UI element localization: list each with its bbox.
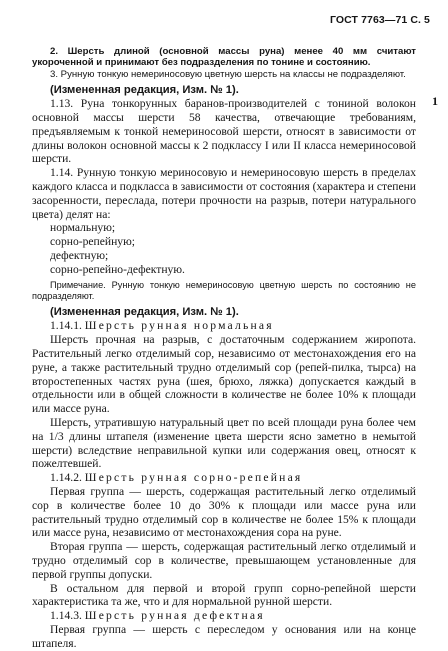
list-item: дефектную; xyxy=(50,248,109,262)
paragraph: Первая группа — шерсть с переследом у основания или на конце штапеля. xyxy=(32,622,416,650)
amendment-heading: (Измененная редакция, Изм. № 1). xyxy=(50,84,239,97)
page-header: ГОСТ 7763—71 С. 5 xyxy=(329,14,430,26)
paragraph-1-13: 1.13. Руна тонкорунных баранов-производителей с тониной волокон основной массы шерсти 58 качества, отвечающие требованиям, предъявляемым к тонкой немериносовой шерсти, относят в зависимости от длины волокон основной массы к 2 подклассу I или II класса немериносовой шерсти. xyxy=(32,97,416,166)
section-number: 1.14.3. xyxy=(50,609,82,623)
section-title: Шерсть рунная сорно-репейная xyxy=(84,471,303,485)
section-title: Шерсть рунная дефектная xyxy=(84,609,265,623)
paragraph-1-14: 1.14. Рунную тонкую мериносовую и немериносовую шерсть в пределах каждого класса и подкласса в зависимости от состояния (характера и степени засоренности, переслада, потери прочности на разрыв, потери натурального цвета) делят на: xyxy=(32,166,416,221)
note-paragraph: Примечание. Рунную тонкую немериносовую цветную шерсть по состоянию не подразделяют. xyxy=(32,279,416,301)
paragraph: Первая группа — шерсть, содержащая растительный легко отделимый сор в количестве более 10 до 30% к площади или массе руна или растительный трудно отделимый сор в количестве не более 15% к площади или массе руна, независимо от местонахождения сора на руне. xyxy=(32,484,416,540)
section-heading-1-14-1 xyxy=(32,319,416,333)
paragraph: В остальном для первой и второй групп сорно-репейной шерсти характеристика та же, что и для нормальной рунной шерсти. xyxy=(32,581,416,609)
amendment-heading: (Измененная редакция, Изм. № 1). xyxy=(50,306,239,319)
paragraph: Шерсть, утратившую натуральный цвет по всей площади руна более чем на 1/3 длины штапеля (изменение цвета шерсти ясно заметно в немытой шерсти) вследствие неправильной купки или содержания овец, относят к пожелтевшей. xyxy=(32,415,416,471)
list-item: сорно-репейную; xyxy=(50,235,135,249)
paragraph-note-2: 2. Шерсть длиной (основной массы руна) менее 40 мм считают укороченной и принимают без подразделения по тонине и состоянию. xyxy=(32,46,416,69)
list-item: нормальную; xyxy=(50,221,116,235)
margin-mark: 1 xyxy=(432,94,438,108)
section-number: 1.14.1. xyxy=(50,319,82,333)
section-heading-1-14-3 xyxy=(32,609,416,623)
paragraph: Вторая группа — шерсть, содержащая растительный легко отделимый и трудно отделимый сор в количестве, превышающем установленные для первой группы допуски. xyxy=(32,540,416,581)
list-item: сорно-репейно-дефектную. xyxy=(50,262,185,276)
section-title: Шерсть рунная нормальная xyxy=(84,319,274,333)
section-number: 1.14.2. xyxy=(50,471,82,485)
document-body xyxy=(32,46,416,651)
paragraph: Шерсть прочная на разрыв, с достаточным содержанием жиропота. Растительный легко отделимый сор, независимо от местонахождения его на руне, а также растительный трудно отделимый сор (репей-пилка, тырса) на второстепенных частях руна (шея, брюхо, ляжка) допускается каждый в отдельности или в общей сложности в количестве не более 10% к площади или массе руна. xyxy=(32,333,416,416)
paragraph-note-3: 3. Рунную тонкую немериносовую цветную шерсть на классы не подразделяют. xyxy=(50,68,406,80)
section-heading-1-14-2 xyxy=(32,471,416,485)
